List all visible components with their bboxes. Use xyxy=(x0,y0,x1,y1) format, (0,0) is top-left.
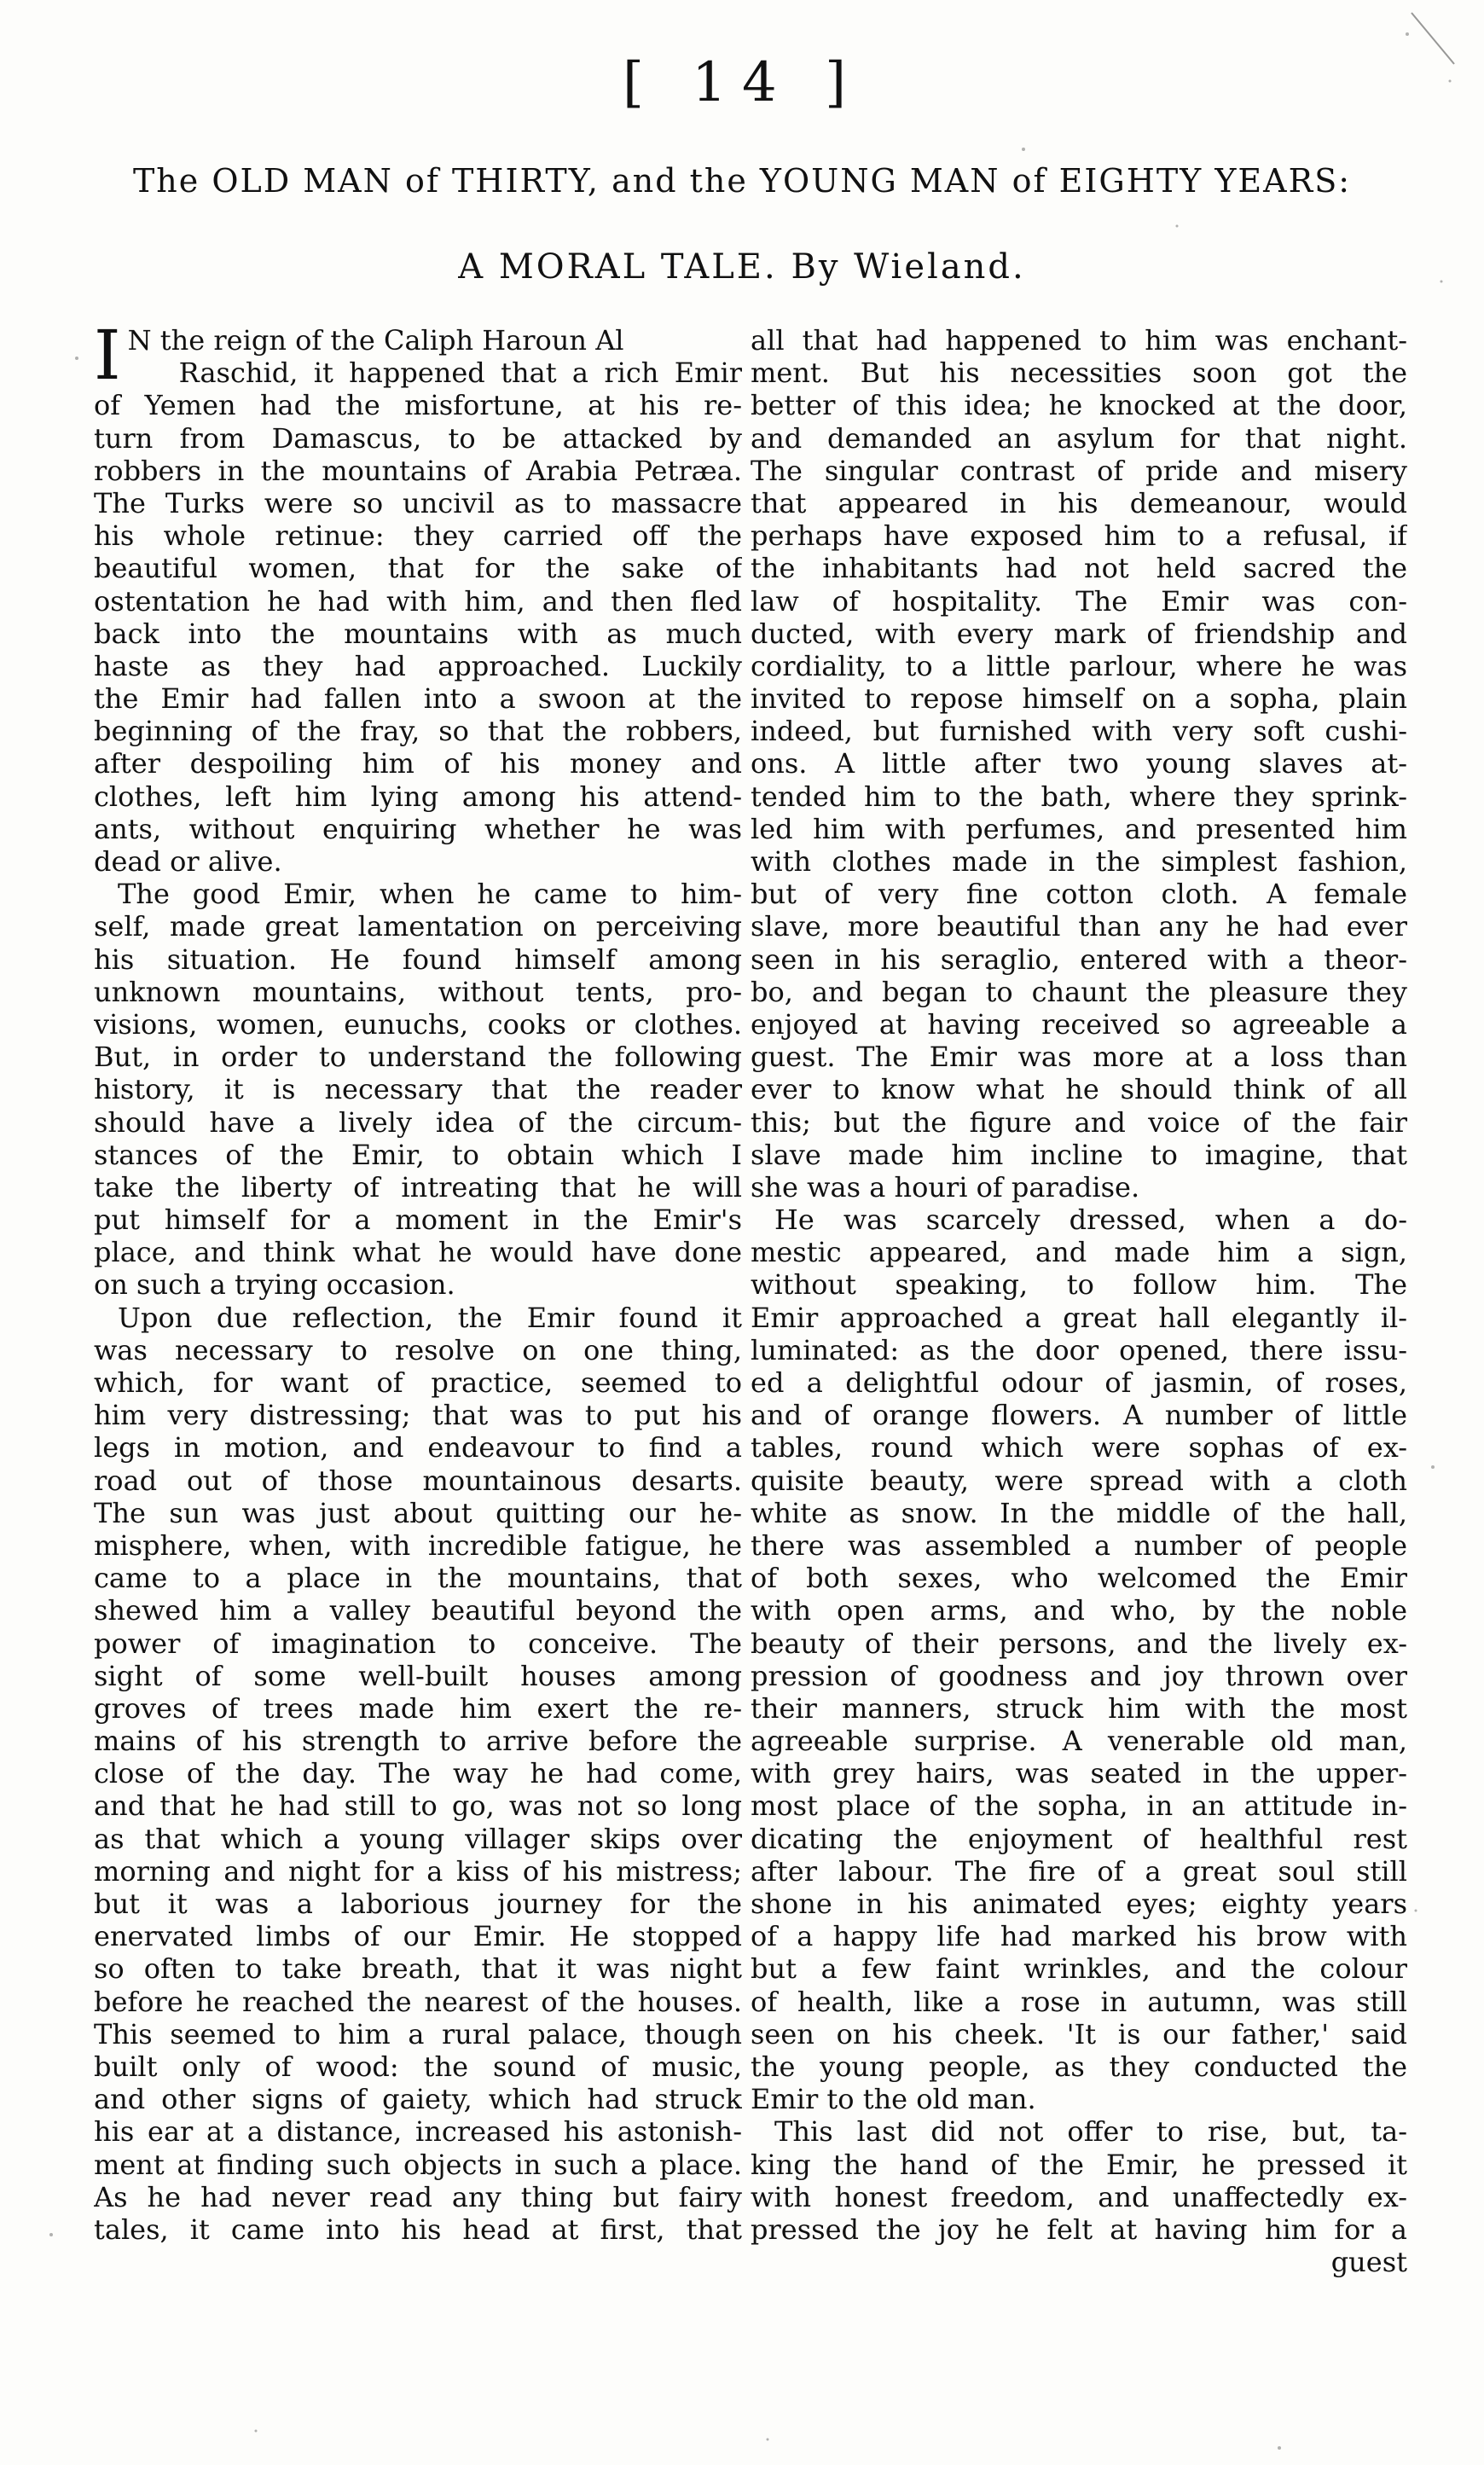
left-column-line: place, and think what he would have done xyxy=(94,1236,742,1269)
right-column-line: This last did not offer to rise, but, ta- xyxy=(774,2115,1407,2149)
left-column-line: before he reached the nearest of the houses. xyxy=(94,1985,742,2018)
left-column-line: turn from Damascus, to be attacked by xyxy=(94,421,742,455)
left-column-line: ment at finding such objects in such a place. xyxy=(94,2148,742,2181)
right-column-line: all that had happened to him was enchant- xyxy=(751,324,1407,357)
right-column-line: with honest freedom, and unaffectedly ex- xyxy=(751,2180,1407,2213)
left-column-line: his whole retinue: they carried off the xyxy=(94,519,742,553)
left-column-line: self, made great lamentation on perceiving xyxy=(94,910,742,943)
left-column-line: Raschid, it happened that a rich Emir xyxy=(178,357,742,390)
right-column-line: and demanded an asylum for that night. xyxy=(751,421,1407,455)
right-column-line: led him with perfumes, and presented him xyxy=(751,812,1407,845)
left-column-line: power of imagination to conceive. The xyxy=(94,1627,742,1660)
left-column-line: built only of wood: the sound of music, xyxy=(94,2050,742,2083)
right-column-line: she was a houri of paradise. xyxy=(751,1170,1140,1204)
right-column-line: king the hand of the Emir, he pressed it xyxy=(751,2148,1407,2181)
left-column-line: unknown mountains, without tents, pro- xyxy=(94,975,742,1008)
left-column-line: enervated limbs of our Emir. He stopped xyxy=(94,1920,742,1953)
left-column-line: The Turks were so uncivil as to massacre xyxy=(94,486,742,519)
left-column-line: his ear at a distance, increased his astonish- xyxy=(94,2115,742,2149)
right-column-line: cordiality, to a little parlour, where he was xyxy=(751,649,1407,682)
left-column-line: sight of some well-built houses among xyxy=(94,1659,742,1692)
right-column-line: guest. The Emir was more at a loss than xyxy=(751,1041,1407,1074)
drop-cap: I xyxy=(94,316,121,395)
left-column-line: groves of trees made him exert the re- xyxy=(94,1691,742,1725)
left-column-line: back into the mountains with as much xyxy=(94,617,742,650)
left-column-line: mains of his strength to arrive before the xyxy=(94,1725,742,1758)
left-column-line: tales, it came into his head at first, that xyxy=(94,2213,742,2246)
right-column-line: ment. But his necessities soon got the xyxy=(751,357,1407,390)
right-column-line: tended him to the bath, where they sprink- xyxy=(751,780,1407,813)
right-column-line: with clothes made in the simplest fashion, xyxy=(751,845,1407,878)
line-text: N the reign of the Caliph Haroun Al xyxy=(127,324,624,357)
right-column-line: Emir to the old man. xyxy=(751,2083,1036,2116)
left-column-line: of Yemen had the misfortune, at his re- xyxy=(94,389,742,422)
left-column-line: beginning of the fray, so that the robbers, xyxy=(94,715,742,748)
left-column-line: the Emir had fallen into a swoon at the xyxy=(94,682,742,716)
right-column-line: of health, like a rose in autumn, was still xyxy=(751,1985,1407,2018)
right-column-line: there was assembled a number of people xyxy=(751,1528,1407,1562)
left-column-line: robbers in the mountains of Arabia Petræa. xyxy=(94,454,742,487)
right-column-line: without speaking, to follow him. The xyxy=(751,1268,1407,1302)
right-column-line: but of very fine cotton cloth. A female xyxy=(751,878,1407,911)
right-column-line: indeed, but furnished with very soft cushi- xyxy=(751,715,1407,748)
left-column-line: take the liberty of intreating that he will xyxy=(94,1170,742,1204)
right-column-line: perhaps have exposed him to a refusal, if xyxy=(751,519,1407,553)
page-number: [ 14 ] xyxy=(622,51,862,114)
left-column-line: should have a lively idea of the circum- xyxy=(94,1105,742,1139)
right-column-line: with grey hairs, was seated in the upper- xyxy=(751,1757,1407,1790)
left-column-line: on such a trying occasion. xyxy=(94,1268,455,1302)
left-column-line: stances of the Emir, to obtain which I xyxy=(94,1138,742,1171)
left-column-line: close of the day. The way he had come, xyxy=(94,1757,742,1790)
right-column-line: ed a delightful odour of jasmin, of roses, xyxy=(751,1366,1407,1399)
right-column-line: The singular contrast of pride and misery xyxy=(751,454,1407,487)
left-column xyxy=(94,316,742,2246)
right-column-line: ons. A little after two young slaves at- xyxy=(751,747,1407,780)
right-column-line: most place of the sopha, in an attitude in- xyxy=(751,1789,1407,1823)
right-column-line: seen on his cheek. 'It is our father,' said xyxy=(751,2017,1407,2050)
left-column-line: and that he had still to go, was not so long xyxy=(94,1789,742,1823)
left-column-line: road out of those mountainous desarts. xyxy=(94,1464,742,1497)
right-column-line: dicating the enjoyment of healthful rest xyxy=(751,1822,1407,1855)
right-column-line: ever to know what he should think of all xyxy=(751,1073,1407,1106)
left-column-line: But, in order to understand the following xyxy=(94,1041,742,1074)
left-column-line: him very distressing; that was to put his xyxy=(94,1399,742,1432)
right-column-line: quisite beauty, were spread with a cloth xyxy=(751,1464,1407,1497)
left-column-line: This seemed to him a rural palace, though xyxy=(94,2017,742,2050)
left-column-line: his situation. He found himself among xyxy=(94,942,742,976)
left-column-line: but it was a laborious journey for the xyxy=(94,1888,742,1920)
right-column-line: the young people, as they conducted the xyxy=(751,2050,1407,2083)
left-column-line: shewed him a valley beautiful beyond the xyxy=(94,1594,742,1627)
right-column-line: law of hospitality. The Emir was con- xyxy=(751,584,1407,618)
left-column-line: The sun was just about quitting our he- xyxy=(94,1496,742,1529)
right-column-line: mestic appeared, and made him a sign, xyxy=(751,1236,1407,1269)
left-column-line: and other signs of gaiety, which had struck xyxy=(94,2083,742,2116)
left-column-line: clothes, left him lying among his attend- xyxy=(94,780,742,813)
left-column-line: ants, without enquiring whether he was xyxy=(94,812,742,845)
left-column-line: after despoiling him of his money and xyxy=(94,747,742,780)
article-title: The OLD MAN of THIRTY, and the YOUNG MAN of EIGHTY YEARS: xyxy=(132,162,1352,200)
left-column-line: Upon due reflection, the Emir found it xyxy=(118,1301,742,1334)
left-column-line: put himself for a moment in the Emir's xyxy=(94,1204,742,1237)
right-column-line: of a happy life had marked his brow with xyxy=(751,1920,1407,1953)
right-column-line: white as snow. In the middle of the hall, xyxy=(751,1496,1407,1529)
right-column-line: guest xyxy=(1330,2246,1407,2279)
right-column-line: and of orange flowers. A number of little xyxy=(751,1399,1407,1432)
left-column-line: ostentation he had with him, and then fled xyxy=(94,584,742,618)
right-column-line: luminated: as the door opened, there issu- xyxy=(751,1333,1407,1366)
article-subtitle: A MORAL TALE. By Wieland. xyxy=(458,247,1026,287)
right-column-line: seen in his seraglio, entered with a theor- xyxy=(751,942,1407,976)
right-column-line: shone in his animated eyes; eighty years xyxy=(751,1888,1407,1920)
left-column-line: dead or alive. xyxy=(94,845,282,878)
right-column-line: after labour. The fire of a great soul still xyxy=(751,1854,1407,1888)
right-column-line: Emir approached a great hall elegantly il- xyxy=(751,1301,1407,1334)
right-column-line: slave made him incline to imagine, that xyxy=(751,1138,1407,1171)
right-column-line: enjoyed at having received so agreeable a xyxy=(751,1007,1407,1041)
right-column-line: with open arms, and who, by the noble xyxy=(751,1594,1407,1627)
left-column-line: legs in motion, and endeavour to find a xyxy=(94,1431,742,1464)
left-column-line: so often to take breath, that it was night xyxy=(94,1952,742,1986)
left-column-line: history, it is necessary that the reader xyxy=(94,1073,742,1106)
right-column xyxy=(751,324,1407,2278)
right-column-line: pressed the joy he felt at having him for a xyxy=(751,2213,1407,2246)
left-column-line: The good Emir, when he came to him- xyxy=(118,878,742,911)
right-column-line: He was scarcely dressed, when a do- xyxy=(774,1204,1407,1237)
left-column-line: was necessary to resolve on one thing, xyxy=(94,1333,742,1366)
right-column-line: but a few faint wrinkles, and the colour xyxy=(751,1952,1407,1986)
right-column-line: better of this idea; he knocked at the door, xyxy=(751,389,1407,422)
right-column-line: bo, and began to chaunt the pleasure they xyxy=(751,975,1407,1008)
right-column-line: of both sexes, who welcomed the Emir xyxy=(751,1562,1407,1595)
left-column-line: As he had never read any thing but fairy xyxy=(94,2180,742,2213)
left-column-line: as that which a young villager skips over xyxy=(94,1822,742,1855)
left-column-line: came to a place in the mountains, that xyxy=(94,1562,742,1595)
right-column-line: this; but the figure and voice of the fair xyxy=(751,1105,1407,1139)
right-column-line: slave, more beautiful than any he had ever xyxy=(751,910,1407,943)
right-column-line: invited to repose himself on a sopha, plain xyxy=(751,682,1407,716)
left-column-line: beautiful women, that for the sake of xyxy=(94,552,742,585)
right-column-line: pression of goodness and joy thrown over xyxy=(751,1659,1407,1692)
left-column-line: which, for want of practice, seemed to xyxy=(94,1366,742,1399)
right-column-line: tables, round which were sophas of ex- xyxy=(751,1431,1407,1464)
left-column-line: haste as they had approached. Luckily xyxy=(94,649,742,682)
right-column-line: that appeared in his demeanour, would xyxy=(751,486,1407,519)
right-column-line: their manners, struck him with the most xyxy=(751,1691,1407,1725)
left-column-line: visions, women, eunuchs, cooks or clothes. xyxy=(94,1007,742,1041)
right-column-line: agreeable surprise. A venerable old man, xyxy=(751,1725,1407,1758)
left-column-line: morning and night for a kiss of his mistress; xyxy=(94,1854,742,1888)
right-column-line: the inhabitants had not held sacred the xyxy=(751,552,1407,585)
right-column-line: ducted, with every mark of friendship and xyxy=(751,617,1407,650)
right-column-line: beauty of their persons, and the lively ex- xyxy=(751,1627,1407,1660)
left-column-line: misphere, when, with incredible fatigue, he xyxy=(94,1528,742,1562)
